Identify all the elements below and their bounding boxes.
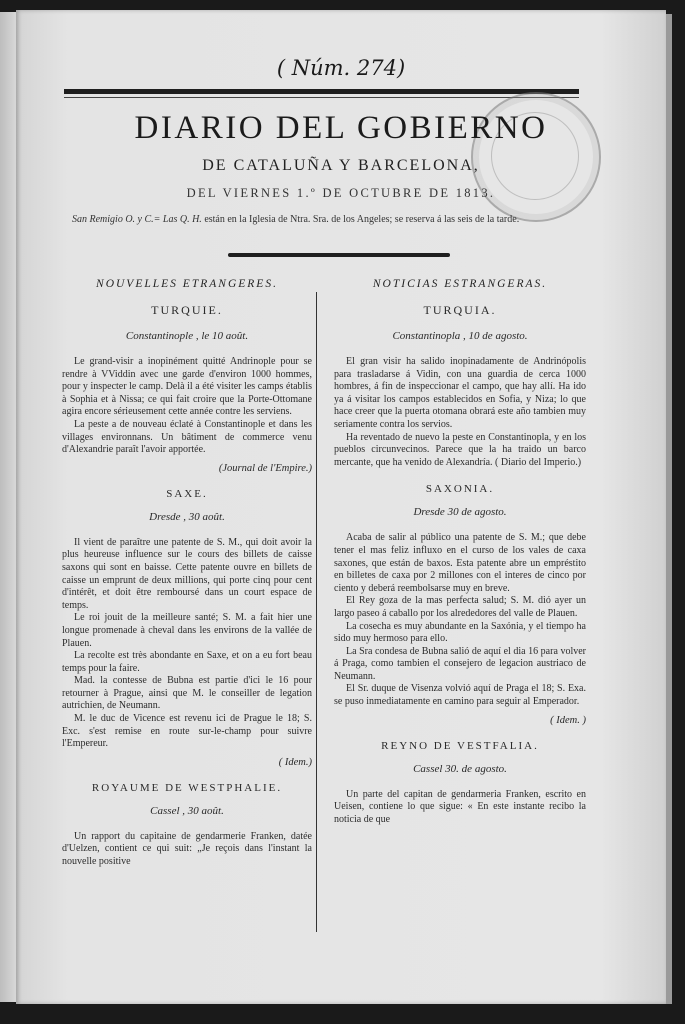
paragraph: La cosecha es muy abundante en la Saxónia, y el tiempo ha sido muy hermoso para ello. xyxy=(334,620,586,645)
middle-rule xyxy=(228,253,450,257)
masthead-subtitle: DE CATALUÑA Y BARCELONA, xyxy=(202,157,480,174)
saint-italic: Las Q. H. xyxy=(162,214,202,225)
saint-prefix: San Remigio O. y C.= xyxy=(72,214,161,225)
section-country: REYNO DE VESTFALIA. xyxy=(381,739,539,752)
paragraph: M. le duc de Vicence est revenu ici de Prague le 18; S. Exc. s'est remise en route sur-le-champ pour suivre l'Empereur. xyxy=(62,713,312,750)
section-dateline: Cassel , 30 août. xyxy=(150,804,224,817)
section-source: ( Idem.) xyxy=(278,756,312,768)
paragraph: La peste a de nouveau éclaté à Constantinople et dans les villages environnans. Un bâtiment de commerce venu d'Alexandrie paraît l'avoir apportée. xyxy=(62,418,312,456)
column-divider xyxy=(316,292,317,932)
saint-of-day xyxy=(72,213,602,226)
issue-date: DEL VIERNES 1.º DE OCTUBRE DE 1813. xyxy=(186,186,496,200)
saint-rest: están en la Iglesia de Ntra. Sra. de los Angeles; se reserva á las seis de la tarde. xyxy=(204,214,520,225)
paragraph: Le roi jouit de la meilleure santé; S. M. a fait hier une longue promenade à cheval dans les environs de la vallée de Plauen. xyxy=(62,612,312,649)
paragraph: La Sra condesa de Bubna salió de aquí el dia 16 para volver á Praga, como tambien el consejero de legacion austriaco de Neumann. xyxy=(334,645,586,682)
paragraph: Acaba de salir al público una patente de S. M.; que debe tener el mas feliz influxo en el curso de los vales de caxa saxones, que están de baxos. Esta patente abre un empréstito en billetes de caxa por 2 millones con el interes de cinco por ciento y deberá reembolsarse muy en breve. xyxy=(334,532,586,594)
top-rule xyxy=(64,89,579,94)
section-source: ( Idem. ) xyxy=(550,714,586,726)
section-dateline: Dresde 30 de agosto. xyxy=(413,506,507,519)
section-dateline: Constantinopla , 10 de agosto. xyxy=(392,330,528,342)
column-heading: NOUVELLES ETRANGERES. xyxy=(96,278,278,290)
paragraph: Un parte del capitan de gendarmeria Franken, escrito en Ueisen, contiene lo que sigue: « En este instante recibo la noticia de que xyxy=(334,788,586,825)
right-page-edge xyxy=(666,14,672,1004)
top-rule-thin xyxy=(64,97,579,98)
section-country: ROYAUME DE WESTPHALIE. xyxy=(91,781,283,794)
left-page-edge xyxy=(0,12,16,1002)
section-country: TURQUIA. xyxy=(423,303,497,317)
paragraph: El Sr. duque de Visenza volvió aquí de Praga el 18; S. Exa. se puso inmediatamente en camino para seguir al Emperador. xyxy=(334,683,586,708)
masthead-title: DIARIO DEL GOBIERNO xyxy=(134,110,548,146)
paragraph: Mad. la contesse de Bubna est partie d'ici le 16 pour retourner à Prague, ainsi que M. le conseiller de legation autrichien, de Neumann. xyxy=(62,675,312,712)
paragraph: Le grand-visir a inopinément quitté Andrinople pour se rendre à VViddin avec une garde d'environ 1000 hommes, pour y inspecter le camp. Delà il a été visiter les camps établis à Sophia et à Nissa; ce qui fait croire que la Porte-Ottomane agira encore sérieusement cette année contre les serviens. xyxy=(62,356,312,418)
paragraph: Il vient de paraître une patente de S. M., qui doit avoir la plus heureuse influence sur le cours des billets de caisse saxons qui sont en baisse. Cette patente ouvre en billets de caisse un emprunt de deux millions, qui porte cinq pour cent d'intérêt, et doit être remboursé dans un court espace de temps. xyxy=(62,536,312,611)
paragraph: El Rey goza de la mas perfecta salud; S. M. dió ayer un largo paseo á caballo por los alrededores del valle de Plauen. xyxy=(334,595,586,619)
paragraph: Ha reventado de nuevo la peste en Constantinopla, y en los pueblos circunvecinos. Parece que la ha traido un barco mercante, que ha venido de Alexandría. ( Diario del Imperio.) xyxy=(334,431,586,468)
paragraph: Un rapport du capitaine de gendarmerie Franken, datée d'Uelzen, contient ce qui suit: „Je reçois dans l'instant la nouvelle positive xyxy=(62,830,312,868)
paragraph: La recolte est très abondante en Saxe, et on a eu fort beau temps pour la faire. xyxy=(62,650,312,674)
issue-number: ( Núm. 274) xyxy=(276,56,406,80)
paragraph: El gran visir ha salido inopinadamente de Andrinópolis para trasladarse á Vidin, con una guardia de cerca 1000 hombres, á fin de inspeccionar el campo, que hay allí. Ha ido ya á visitar los campos establecidos en Sofia, y Niza; lo que hace creer que la puerta otomana obrará este año tambien muy seriamente contra los servios. xyxy=(334,356,586,430)
column-heading: NOTICIAS ESTRANGERAS. xyxy=(372,278,548,290)
left-column xyxy=(62,274,312,869)
section-dateline: Constantinople , le 10 août. xyxy=(125,330,249,342)
newspaper-page xyxy=(16,10,666,1004)
section-country: SAXONIA. xyxy=(425,483,495,496)
section-country: SAXE. xyxy=(166,487,208,500)
section-dateline: Dresde , 30 août. xyxy=(149,510,225,523)
section-country: TURQUIE. xyxy=(151,303,223,317)
section-source: (Journal de l'Empire.) xyxy=(218,462,312,474)
right-column xyxy=(334,274,586,826)
section-dateline: Cassel 30. de agosto. xyxy=(413,762,507,775)
